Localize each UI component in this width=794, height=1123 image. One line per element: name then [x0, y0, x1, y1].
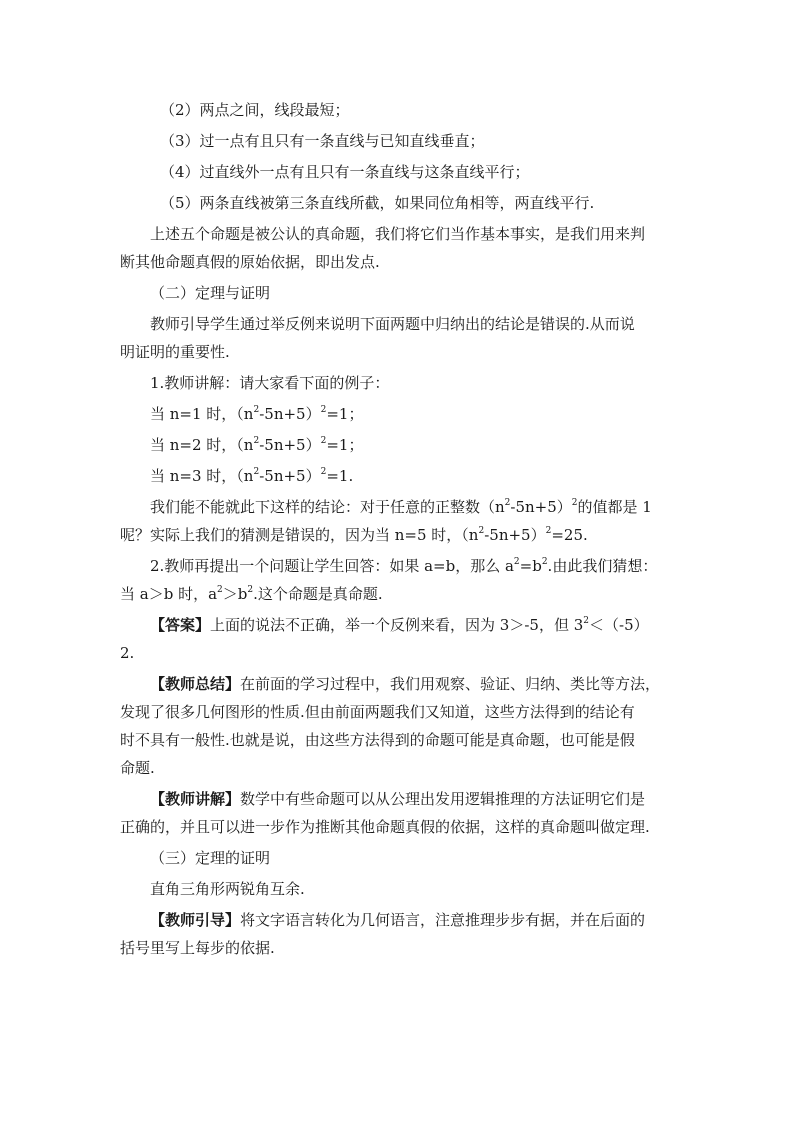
paragraph-basic-facts: 上述五个命题是被公认的真命题，我们将它们当作基本事实，是我们用来判 断其他命题真假的原始依据，即出发点.	[120, 225, 646, 271]
paragraph-question-2: 2.教师再提出一个问题让学生回答：如果 a=b，那么 $a^2=b^2$.由此我们猜想： 当 a＞b 时，$a^2>b^2$.这个命题是真命题.	[120, 557, 658, 603]
example-n3: 当 n=3 时，$(n^2-5n+5)^2=1$.	[150, 467, 354, 485]
document-body	[120, 96, 676, 965]
paragraph-counterexample-intro: 教师引导学生通过举反例来说明下面两题中归纳出的结论是错误的.从而说 明证明的重要性.	[120, 315, 635, 361]
axiom-2: （2）两点之间，线段最短；	[160, 101, 350, 119]
axiom-3: （3）过一点有且只有一条直线与已知直线垂直；	[160, 132, 485, 150]
paragraph-teacher-explanation: 【教师讲解】数学中有些命题可以从公理出发用逻辑推理的方法证明它们是 正确的，并且可以进一步作为推断其他命题真假的依据，这样的真命题叫做定理.	[120, 790, 650, 836]
example-n2: 当 n=2 时，$(n^2-5n+5)^2=1$；	[150, 436, 364, 454]
example-n1: 当 n=1 时，$(n^2-5n+5)^2=1$；	[150, 405, 364, 423]
axiom-5: （5）两条直线被第三条直线所截，如果同位角相等，两直线平行.	[160, 194, 595, 212]
paragraph-answer: 【答案】上面的说法不正确，举一个反例来看，因为 3＞-5，但 $3^2<(-5)$ 2.	[120, 616, 649, 662]
paragraph-teacher-guide: 【教师引导】将文字语言转化为几何语言，注意推理步步有据，并在后面的 括号里写上每步的依据.	[120, 911, 646, 957]
section-heading-2: （二）定理与证明	[150, 284, 271, 302]
paragraph-conjecture: 我们能不能就此下这样的结论：对于任意的正整数$(n^2-5n+5)^2$的值都是 1 呢？实际上我们的猜测是错误的，因为当 n=5 时，$(n^2-5n+5)^2=25$.	[120, 498, 652, 544]
section-heading-3: （三）定理的证明	[150, 849, 271, 867]
example-intro: 1.教师讲解：请大家看下面的例子：	[150, 374, 390, 392]
summary-tag: 【教师总结】	[150, 675, 241, 693]
axiom-4: （4）过直线外一点有且只有一条直线与这条直线平行；	[160, 163, 530, 181]
guide-tag: 【教师引导】	[150, 911, 241, 929]
explanation-tag: 【教师讲解】	[150, 790, 241, 808]
paragraph-teacher-summary: 【教师总结】在前面的学习过程中，我们用观察、验证、归纳、类比等方法， 发现了很多几何图形的性质.但由前面两题我们又知道，这些方法得到的结论有 时不具有一般性.也就是说，由这些方法得到的命题可能是真命题，也可能是假 命题.	[120, 675, 661, 777]
answer-tag: 【答案】	[150, 616, 211, 634]
theorem-statement: 直角三角形两锐角互余.	[150, 880, 305, 898]
